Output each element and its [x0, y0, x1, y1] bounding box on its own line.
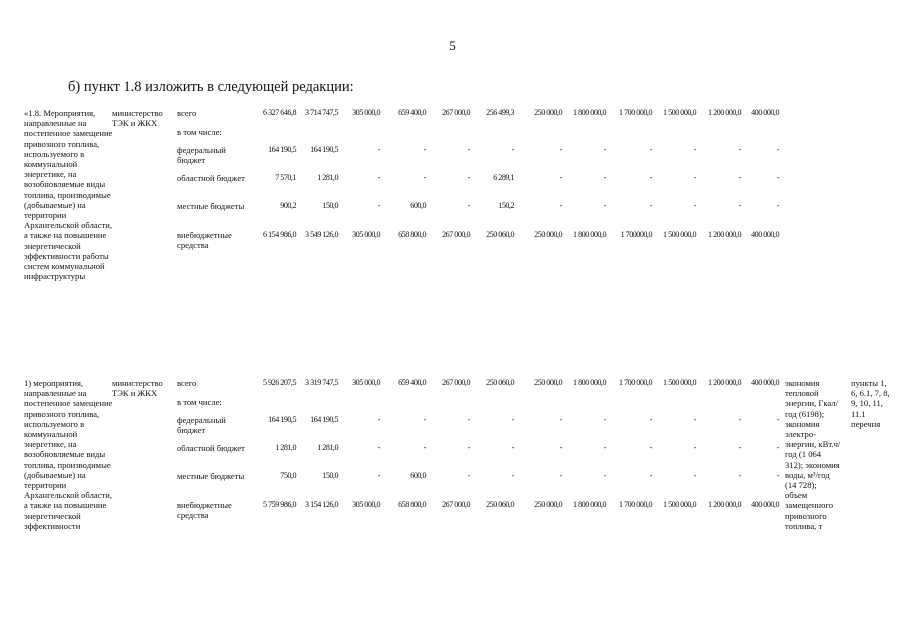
funding-label-federal: федеральный бюджет: [177, 145, 226, 166]
funding-cell: -: [603, 173, 606, 182]
funding-cell: -: [738, 471, 741, 480]
funding-cell: 1 800 000,0: [573, 230, 606, 239]
funding-cell: -: [377, 173, 380, 182]
funding-cell: -: [511, 471, 514, 480]
target-indicators: экономия тепловой энергии, Гкал/год (6198); экономия электро-энергии, кВт.ч/год (1 064 312); экономия воды, м³/год (14 728); объем замещенного привозного топлива, т: [785, 378, 841, 531]
funding-cell: -: [603, 415, 606, 424]
funding-cell: 305 000,0: [352, 230, 380, 239]
funding-label-federal: федеральный бюджет: [177, 415, 226, 436]
funding-cell: 1 281,0: [275, 443, 296, 452]
funding-cell: 400 000,0: [751, 500, 779, 509]
funding-cell: -: [649, 173, 652, 182]
funding-cell: 400 000,0: [751, 378, 779, 387]
funding-cell: 164 190,5: [268, 145, 296, 154]
funding-cell: -: [377, 415, 380, 424]
funding-cell: 250 000,0: [534, 378, 562, 387]
funding-cell: 250 000,0: [534, 230, 562, 239]
funding-cell: -: [738, 415, 741, 424]
funding-cell: -: [603, 145, 606, 154]
funding-cell: 1 800 000,0: [573, 108, 606, 117]
item-description: «1.8. Мероприятия, направленные на постепенное замещение привозного топлива, используемого в коммунальной энергетике, на возобновляемые виды топлива, производимые (добываемые) на территории Архангельской области, а также на повышение энергетической эффективности работы систем коммунальной инфраструктуры: [24, 108, 113, 282]
funding-cell: 600,0: [410, 201, 426, 210]
funding-label-extrabudgetary: внебюджетные средства: [177, 500, 232, 521]
funding-cell: 267 000,0: [442, 108, 470, 117]
funding-cell: -: [467, 415, 470, 424]
funding-cell: -: [423, 173, 426, 182]
funding-cell: 1 200 000,0: [708, 230, 741, 239]
funding-cell: -: [738, 443, 741, 452]
funding-cell: 5 759 986,0: [263, 500, 296, 509]
funding-cell: -: [603, 201, 606, 210]
funding-cell: 5 926 207,5: [263, 378, 296, 387]
funding-cell: -: [559, 443, 562, 452]
funding-cell: -: [776, 471, 779, 480]
funding-cell: 600,0: [410, 471, 426, 480]
funding-cell: 1 500 000,0: [663, 108, 696, 117]
funding-cell: 400 000,0: [751, 108, 779, 117]
funding-cell: -: [559, 415, 562, 424]
funding-cell: -: [559, 201, 562, 210]
funding-label-total: всего: [177, 108, 197, 118]
funding-cell: 1 200 000,0: [708, 378, 741, 387]
funding-cell: -: [377, 443, 380, 452]
funding-cell: 250 060,0: [486, 378, 514, 387]
funding-cell: -: [603, 443, 606, 452]
funding-cell: 305 000,0: [352, 378, 380, 387]
funding-cell: 6 289,1: [493, 173, 514, 182]
funding-cell: -: [693, 471, 696, 480]
funding-cell: 1 500 000,0: [663, 230, 696, 239]
funding-label-extrabudgetary: внебюджетные средства: [177, 230, 232, 251]
funding-cell: -: [377, 471, 380, 480]
funding-cell: -: [776, 145, 779, 154]
funding-cell: -: [693, 145, 696, 154]
item-description: 1) мероприятия, направленные на постепенное замещение привозного топлива, используемого в коммунальной энергетике, на возобновляемые виды топлива, производимые (добываемые) на территории Архангельской области, а также на повышение энергетической эффективности: [24, 378, 113, 531]
funding-cell: -: [738, 145, 741, 154]
funding-cell: -: [559, 173, 562, 182]
program-item-1-8: [0, 108, 905, 368]
program-item-1: [0, 378, 905, 638]
funding-cell: -: [649, 443, 652, 452]
funding-cell: -: [467, 443, 470, 452]
funding-cell: -: [649, 415, 652, 424]
funding-cell: 164 190,5: [268, 415, 296, 424]
funding-cell: -: [467, 471, 470, 480]
funding-cell: 250 060,0: [486, 230, 514, 239]
funding-cell: 1 700 000,0: [619, 500, 652, 509]
funding-cell: -: [511, 145, 514, 154]
funding-cell: 400 000,0: [751, 230, 779, 239]
funding-cell: -: [649, 201, 652, 210]
funding-cell: 256 499,3: [486, 108, 514, 117]
funding-cell: -: [693, 415, 696, 424]
funding-cell: -: [693, 201, 696, 210]
funding-cell: 3 154 126,0: [305, 500, 338, 509]
funding-cell: 164 190,5: [310, 415, 338, 424]
funding-cell: 305 000,0: [352, 500, 380, 509]
funding-cell: 250 000,0: [534, 108, 562, 117]
funding-cell: 6 154 986,0: [263, 230, 296, 239]
funding-cell: -: [559, 471, 562, 480]
funding-cell: -: [738, 173, 741, 182]
funding-cell: -: [649, 471, 652, 480]
funding-cell: 1 700 000,0: [619, 108, 652, 117]
funding-cell: -: [693, 173, 696, 182]
funding-cell: 6 327 646,8: [263, 108, 296, 117]
funding-cell: 150,2: [498, 201, 514, 210]
funding-cell: 1 500 000,0: [663, 500, 696, 509]
funding-cell: -: [603, 471, 606, 480]
funding-cell: -: [776, 443, 779, 452]
funding-cell: 659 400,0: [398, 378, 426, 387]
funding-cell: -: [738, 201, 741, 210]
funding-label-regional: областной бюджет: [177, 443, 245, 453]
funding-cell: 267 000,0: [442, 378, 470, 387]
funding-cell: 1 700 000,0: [619, 378, 652, 387]
funding-cell: 267 000,0: [442, 230, 470, 239]
page-number: 5: [449, 38, 456, 53]
funding-label-total: всего: [177, 378, 197, 388]
funding-cell: 305 000,0: [352, 108, 380, 117]
funding-cell: 250 000,0: [534, 500, 562, 509]
funding-cell: 267 000,0: [442, 500, 470, 509]
amendment-heading: б) пункт 1.8 изложить в следующей редакции:: [68, 79, 354, 95]
funding-cell: 1 500 000,0: [663, 378, 696, 387]
funding-cell: 658 800,0: [398, 230, 426, 239]
funding-cell: 3 714 747,5: [305, 108, 338, 117]
funding-cell: -: [511, 443, 514, 452]
funding-cell: -: [776, 415, 779, 424]
funding-cell: 164 190,5: [310, 145, 338, 154]
funding-cell: -: [559, 145, 562, 154]
funding-cell: -: [423, 415, 426, 424]
list-points-reference: пункты 1, 6, 6.1, 7, 8, 9, 10, 11, 11.1 перечня: [851, 378, 890, 429]
funding-cell: -: [377, 145, 380, 154]
funding-cell: 1 700000,0: [620, 230, 652, 239]
funding-cell: 1 281,0: [317, 173, 338, 182]
funding-cell: 150,0: [322, 471, 338, 480]
funding-cell: 1 200 000,0: [708, 108, 741, 117]
funding-cell: -: [776, 173, 779, 182]
funding-cell: -: [776, 201, 779, 210]
funding-cell: 1 800 000,0: [573, 500, 606, 509]
funding-cell: 659 400,0: [398, 108, 426, 117]
funding-cell: -: [423, 443, 426, 452]
funding-cell: 658 800,0: [398, 500, 426, 509]
funding-cell: 1 800 000,0: [573, 378, 606, 387]
funding-cell: 900,2: [280, 201, 296, 210]
funding-cell: 750,0: [280, 471, 296, 480]
funding-label-regional: областной бюджет: [177, 173, 245, 183]
funding-label-local: местные бюджеты: [177, 471, 245, 481]
funding-cell: 150,0: [322, 201, 338, 210]
responsible-ministry: министерство ТЭК и ЖКХ: [112, 378, 163, 399]
funding-cell: -: [467, 145, 470, 154]
funding-cell: 3 319 747,5: [305, 378, 338, 387]
funding-cell: 7 570,1: [275, 173, 296, 182]
funding-cell: -: [693, 443, 696, 452]
funding-cell: -: [467, 173, 470, 182]
funding-label-local: местные бюджеты: [177, 201, 245, 211]
funding-cell: 1 281,0: [317, 443, 338, 452]
responsible-ministry: министерство ТЭК и ЖКХ: [112, 108, 163, 129]
funding-label-including: в том числе:: [177, 127, 222, 137]
funding-cell: -: [423, 145, 426, 154]
funding-cell: 1 200 000,0: [708, 500, 741, 509]
funding-cell: 3 549 126,0: [305, 230, 338, 239]
funding-cell: -: [467, 201, 470, 210]
funding-cell: -: [377, 201, 380, 210]
funding-cell: 250 060,0: [486, 500, 514, 509]
funding-cell: -: [649, 145, 652, 154]
funding-label-including: в том числе:: [177, 397, 222, 407]
funding-cell: -: [511, 415, 514, 424]
